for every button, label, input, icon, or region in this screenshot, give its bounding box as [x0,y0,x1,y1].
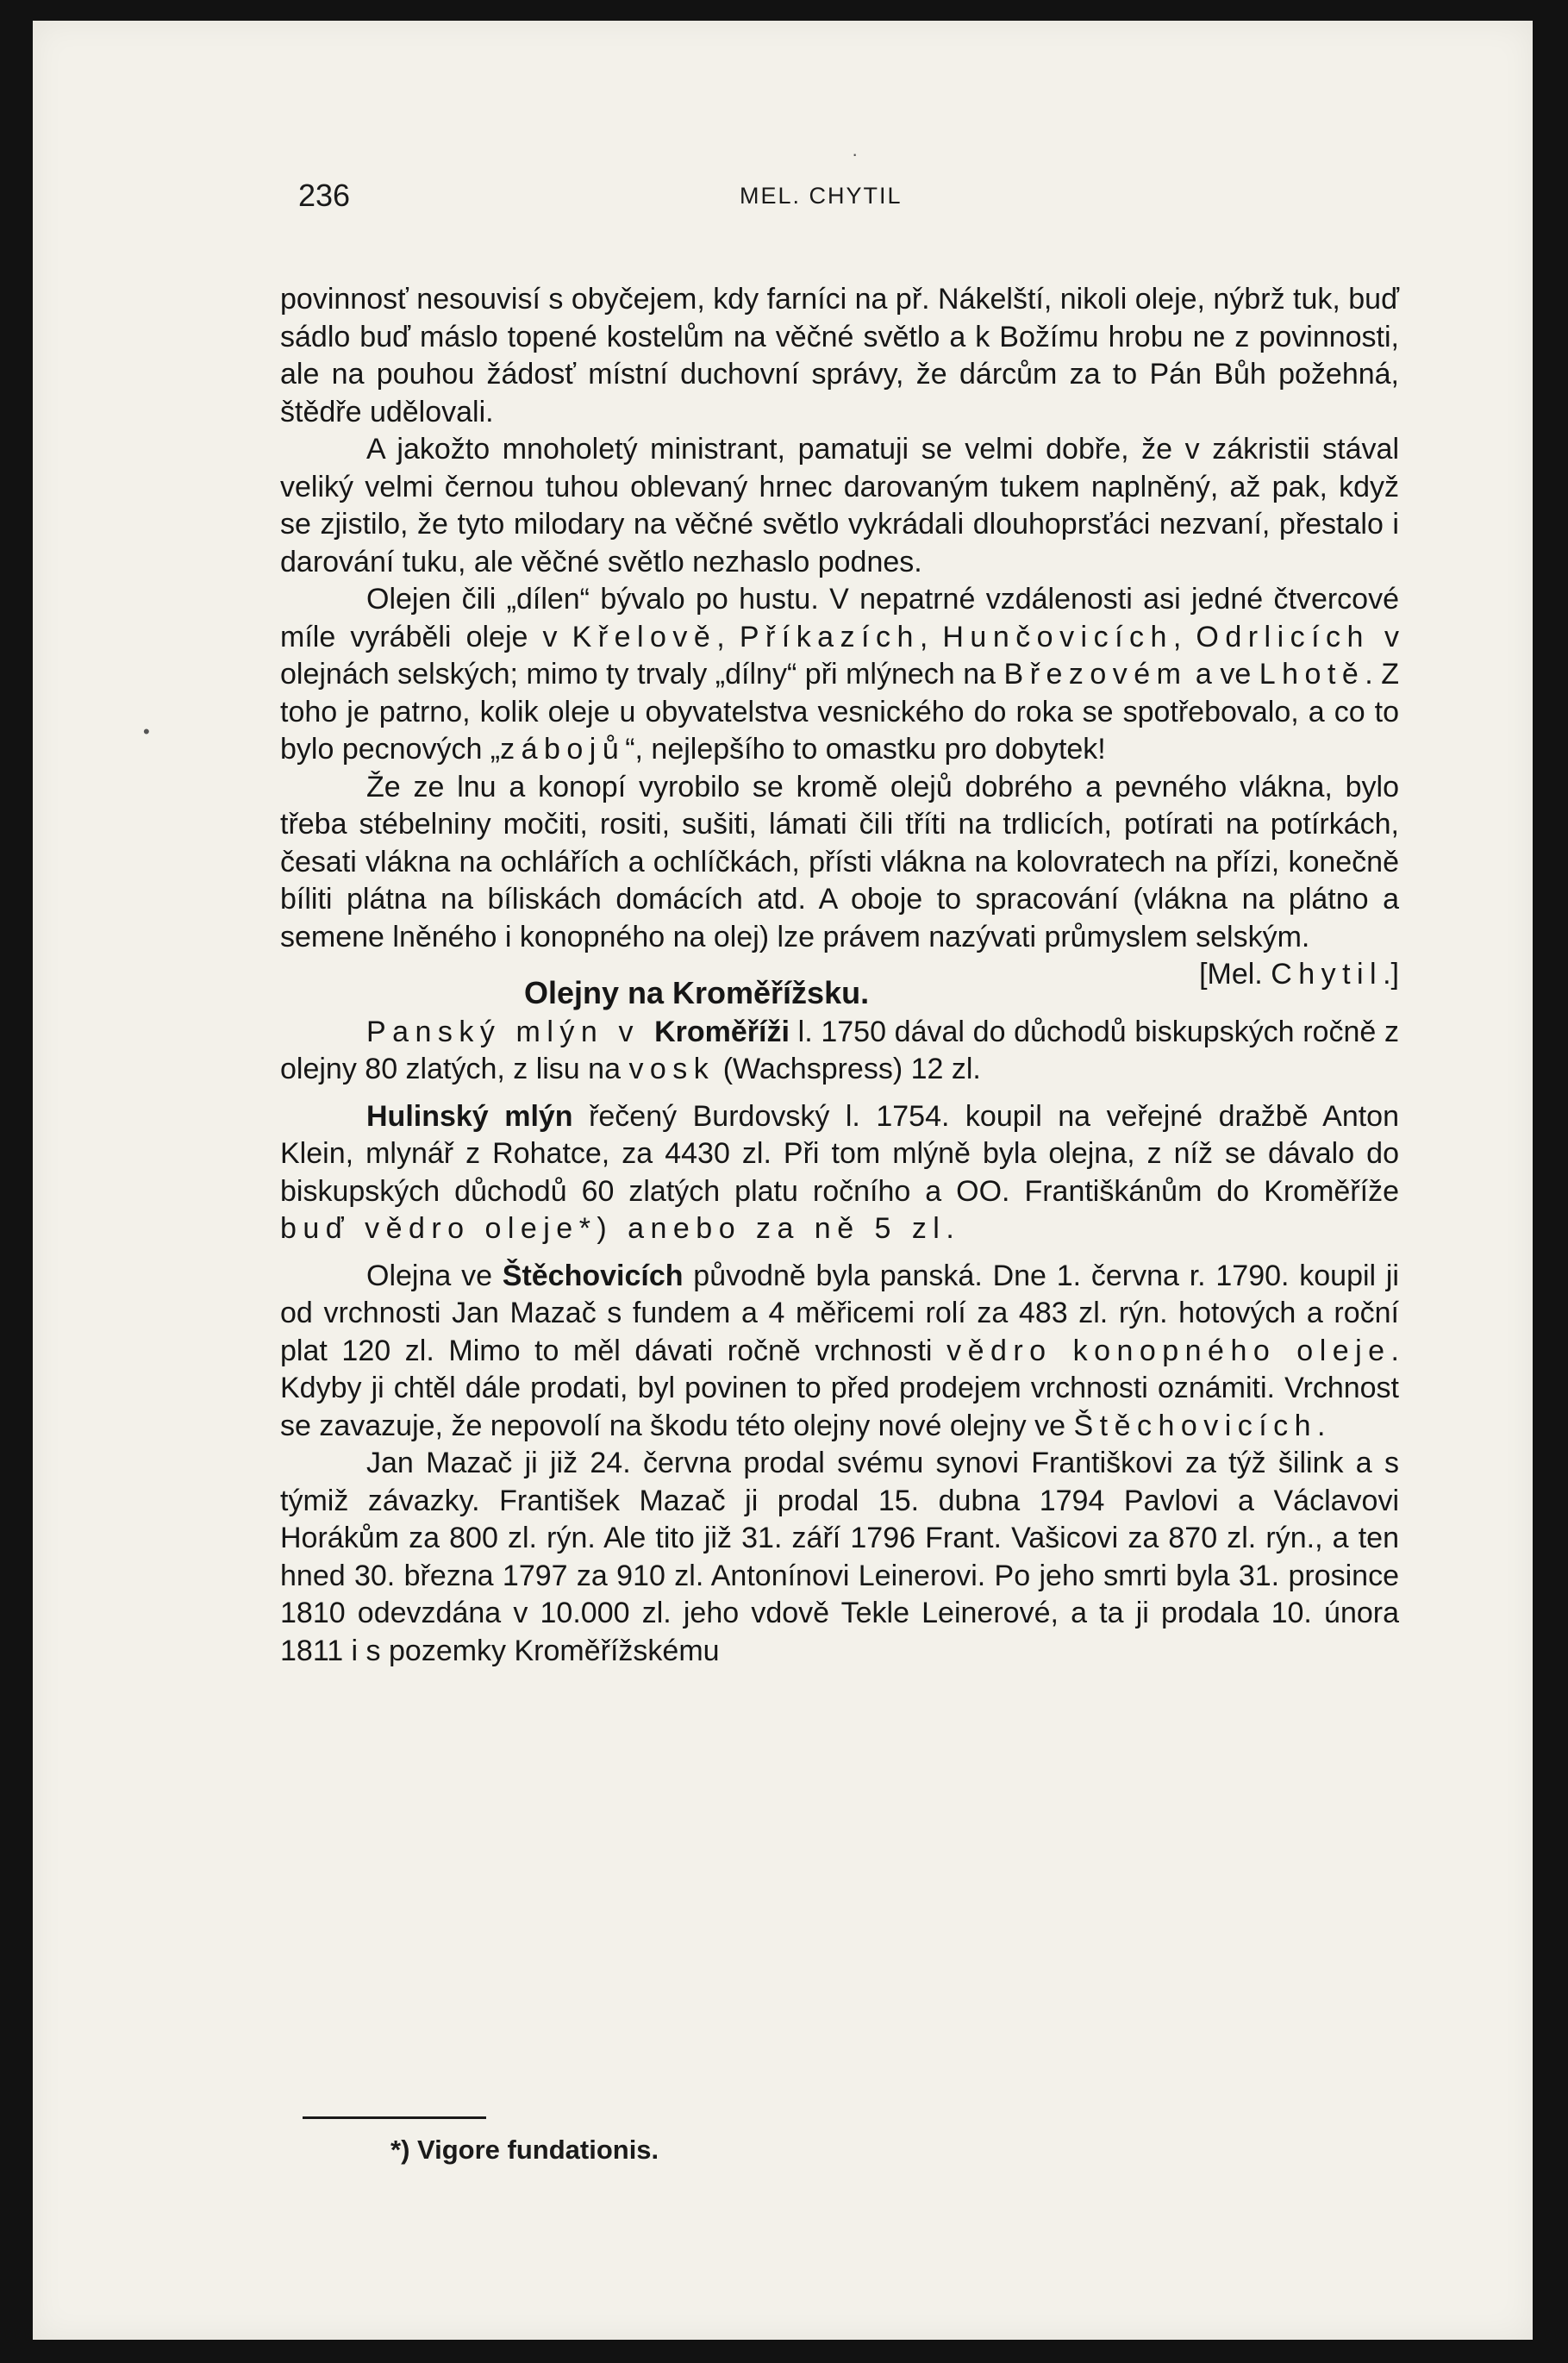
place-name: Březovém [1003,658,1188,691]
signature-bracket: .] [1383,958,1399,991]
place-name: Hunčovicích [942,620,1173,653]
text-run: (Wachspress) 12 zl. [715,1053,981,1085]
text-run: Že ze lnu a konopí vyrobilo se kromě olejů dobrého a pevného vlákna, bylo třeba stébelniny močiti, rositi, sušiti, lámati čili tříti na trdlicích, potírati na potírkách, česati vlákna na ochlářích a ochlíčkách, přísti vlákna na kolovratech na přízi, konečně bíliti plátna na bíliskách domácích atd. A oboje to spracování (vlákna na plátno a semene lněného i konopného na olej) lze právem nazývati průmyslem selským. [280,770,1399,953]
text-run: . [1317,1409,1326,1442]
paragraph: A jakožto mnoholetý ministrant, pamatuji se velmi dobře, že v zákristii stával veliký velmi černou tuhou oblevaný hrnec darovaným tukem naplněný, až pak, když se zjistilo, že tyto milodary na věčné světlo vykrádali dlouhoprsťáci nezvaní, přestalo i darování tuku, ale věčné světlo nezhaslo podnes. [280,433,1399,578]
footnote: *) Vigore fundationis. [390,2135,659,2165]
emphasized-term: vědro konopného oleje [946,1334,1391,1367]
text-run: “, nejlepšího to omastku pro dobytek! [625,733,1106,766]
text-run: původně byla panská. Dne 1. června r. 1790. koupil ji od vrchnosti Jan Mazač s fundem a 4 měřicemi rolí za 483 zl. rýn. hotových a roční plat 120 zl. Mimo to měl dávati ročně vrchnosti [280,1259,1399,1367]
place-name: Odrlicích [1196,620,1370,653]
emphasized-term: Panský mlýn v [366,1015,655,1048]
emphasized-term: buď vědro oleje*) anebo za ně 5 zl. [280,1212,961,1245]
text-run: , [919,620,943,653]
place-name: Kroměříži [654,1015,790,1048]
text-run: Olejna ve [366,1259,503,1292]
place-name: Křelově [572,620,717,653]
paragraph [280,581,1399,769]
text-run: l. 1750 dával do důchodů biskupských ročně z olejny 80 zlatých, z lisu na [280,1015,1399,1085]
text-run: Olejen čili „dílen“ bývalo po hustu. V nepatrné vzdálenosti asi jedné čtvercové míle vyráběli oleje v [280,583,1399,653]
mill-name: Hulinský mlýn [366,1099,573,1133]
page-number: 236 [298,178,351,213]
text-run: v olejnách selských; mimo ty trvaly „dílny“ při mlýnech na [280,620,1399,691]
place-name: Příkazích [739,620,920,653]
paragraph [280,1014,1399,1089]
page [33,21,1533,2340]
spacer [280,1248,1399,1258]
place-name: Štěchovicích [1073,1409,1318,1442]
text-run: , [1172,620,1196,653]
paragraph: Jan Mazač ji již 24. června prodal svému synovi Františkovi za týž šilink a s týmiž závazky. František Mazač ji prodal 15. dubna 1794 Pavlovi a Václavovi Horákům za 800 zl. rýn. Ale tito již 31. září 1796 Frant. Vašicovi za 870 zl. rýn., a ten hned 30. března 1797 za 910 zl. Antonínovi Leinerovi. Po jeho smrti byla 31. prosince 1810 odevzdána v 10.000 zl. jeho vdově Tekle Leinerové, a ta ji prodala 10. února 1811 i s pozemky Kroměřížskému [280,1447,1399,1667]
footnote-rule [303,2116,486,2119]
page-header [33,178,1533,229]
signature-bracket: [Mel. [1199,958,1271,991]
paragraph [280,1258,1399,1446]
text-run: řečený Burdovský l. 1754. koupil na veřejné dražbě Anton Klein, mlynář z Rohatce, za 4430 zl. Při tom mlýně byla olejna, z níž se dávalo do biskupských důchodů 60 zlatých platu ročního a OO. Františkánům do Kroměříže [280,1099,1400,1208]
text-run: . Z toho je patrno, kolik oleje u obyvatelstva vesnického do roka se spotřebovalo, a co to bylo pecnových „ [280,658,1399,766]
spacer [280,1089,1399,1098]
text-run: a ve [1187,658,1259,691]
text-run: . Kdyby ji chtěl dále prodati, byl povinen to před prodejem vrchnosti oznámiti. Vrchnost se zavazuje, že nepovolí na škodu této olejny nové olejny ve [280,1334,1399,1442]
paragraph [280,769,1399,991]
signature [1113,956,1399,994]
text-run: , [716,620,740,653]
emphasized-term: vosk [628,1053,715,1085]
paragraph: povinnosť nesouvisí s obyčejem, kdy farníci na př. Nákelští, nikoli oleje, nýbrž tuk, buď sádlo buď máslo topené kostelům na věčné světlo a k Božímu hrobu ne z povinnosti, ale na pouhou žádosť místní duchovní správy, že dárcům za to Pán Bůh požehná, štědře udělovali. [280,283,1399,428]
body-text [280,281,1399,1670]
section-heading: Olejny na Kroměřížsku. [523,975,870,1010]
paragraph [280,1098,1399,1248]
emphasized-term: zábojů [500,733,626,766]
running-head: MEL. CHYTIL [740,183,903,209]
author-name: Chytil [1271,958,1384,991]
scan-speck: · [852,143,859,165]
scan-speck: • [143,721,150,742]
place-name: Štěchovicích [502,1259,684,1292]
place-name: Lhotě [1259,658,1365,691]
